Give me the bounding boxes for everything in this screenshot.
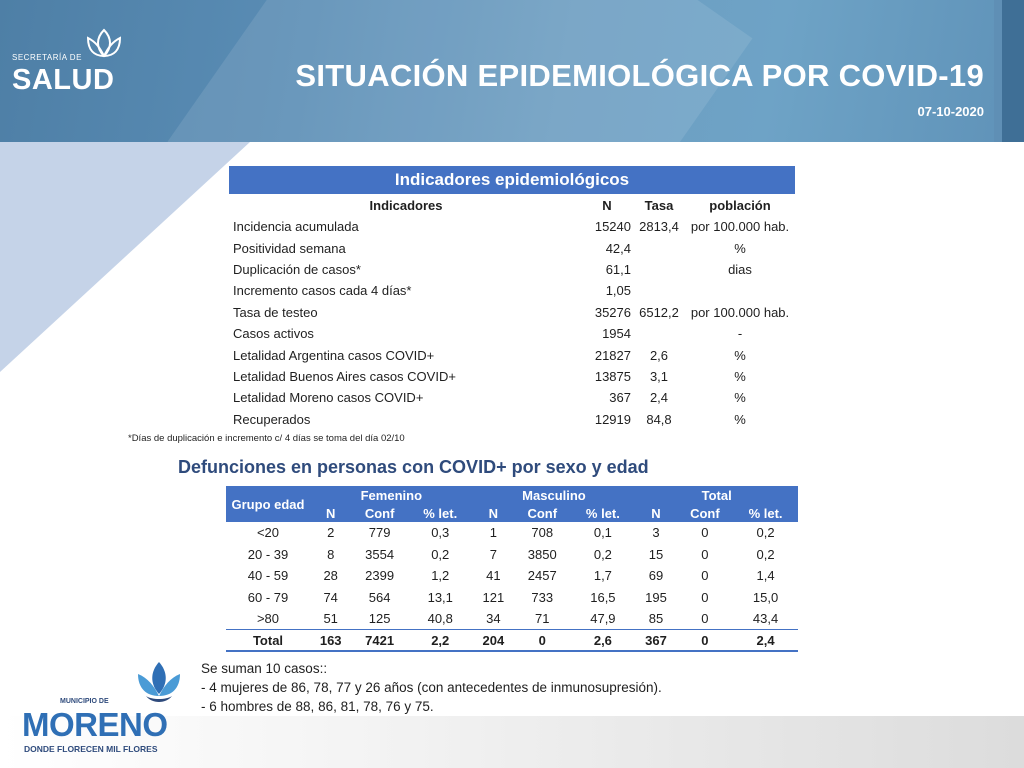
indicator-n: 367: [609, 390, 631, 406]
moreno-logo-slogan: DONDE FLORECEN MIL FLORES: [24, 744, 158, 754]
deaths-row: [226, 587, 798, 609]
indicator-row: [229, 344, 795, 365]
report-date: 07-10-2020: [917, 104, 984, 119]
cell-fem-n: 163: [310, 630, 351, 652]
indicator-poblacion: -: [737, 326, 743, 342]
cell-total-n: 3: [652, 525, 660, 541]
indicator-row: [229, 366, 795, 387]
cell-fem-let: 1,2: [431, 568, 450, 584]
deaths-row: [226, 522, 798, 544]
indicator-tasa: [633, 237, 685, 258]
cell-masc-let: 47,9: [590, 611, 616, 626]
cell-fem-conf: 3554: [365, 546, 395, 562]
cell-total-let: 15,0: [752, 589, 779, 605]
indicator-poblacion: por 100.000 hab.: [690, 219, 790, 235]
cell-masc-let: 1,7: [593, 568, 612, 584]
col-header-poblacion: población: [709, 197, 771, 213]
cell-fem-conf: 2399: [365, 568, 395, 584]
indicator-n: 1,05: [605, 283, 631, 299]
age-group-cell: Total: [226, 630, 310, 652]
indicator-poblacion: %: [734, 411, 746, 427]
indicator-poblacion: dias: [728, 261, 752, 277]
flower-icon: [134, 660, 184, 706]
col-header-grupo-edad: Grupo edad: [226, 486, 310, 522]
cell-total-n: 195: [645, 589, 667, 605]
sub-header-masc-conf: Conf: [514, 504, 570, 522]
cell-total-n: 85: [648, 611, 664, 626]
indicators-body: [229, 216, 795, 430]
indicator-row: [229, 237, 795, 258]
deaths-row: [226, 544, 798, 566]
cell-total-n: 15: [648, 546, 664, 562]
cell-masc-n: 121: [482, 589, 505, 605]
cell-total-let: 0,2: [756, 546, 775, 562]
indicator-name: Letalidad Buenos Aires casos COVID+: [233, 368, 456, 384]
indicator-name: Tasa de testeo: [233, 304, 318, 320]
indicator-n: 42,4: [605, 240, 631, 256]
indicators-title: Indicadores epidemiológicos: [229, 166, 795, 194]
indicator-poblacion: por 100.000 hab.: [690, 304, 790, 320]
cell-fem-n: 2: [327, 525, 335, 541]
sub-header-fem-conf: Conf: [351, 504, 407, 522]
salud-logo: [12, 26, 132, 96]
cell-total-conf: 0: [701, 525, 709, 541]
cell-masc-let: 2,6: [571, 630, 636, 652]
indicator-tasa: [633, 323, 685, 344]
indicator-row: [229, 216, 795, 237]
cell-fem-n: 28: [323, 568, 338, 584]
indicator-n: 13875: [594, 368, 631, 384]
cell-fem-let: 40,8: [427, 611, 453, 626]
sub-header-total-n: N: [635, 504, 676, 522]
indicator-n: 35276: [594, 304, 631, 320]
indicator-tasa: [633, 259, 685, 280]
decorative-triangle: [0, 142, 250, 372]
cell-total-conf: 0: [701, 568, 709, 584]
cell-masc-conf: 71: [535, 611, 550, 626]
cell-fem-n: 74: [323, 589, 338, 605]
indicator-poblacion: %: [734, 347, 746, 363]
indicators-footnote: *Días de duplicación e incremento c/ 4 días se toma del día 02/10: [128, 433, 405, 444]
cell-total-let: 0,2: [756, 525, 775, 541]
indicator-poblacion: %: [734, 390, 746, 406]
indicator-n: 61,1: [605, 261, 631, 277]
cell-total-let: 2,4: [733, 630, 798, 652]
col-header-masculino: Masculino: [473, 486, 636, 504]
col-header-n: N: [602, 197, 612, 213]
cell-masc-n: 34: [486, 611, 501, 626]
cell-masc-n: 7: [489, 546, 497, 562]
deaths-row: [226, 565, 798, 587]
indicator-name: Casos activos: [233, 326, 314, 342]
cell-fem-conf: 125: [368, 611, 391, 626]
indicator-row: [229, 280, 795, 301]
age-group-cell: 20 - 39: [247, 546, 289, 562]
cell-fem-let: 13,1: [427, 589, 453, 605]
cell-masc-conf: 708: [531, 525, 554, 541]
indicator-n: 15240: [594, 219, 631, 235]
cell-masc-let: 0,2: [593, 546, 612, 562]
indicators-table: [229, 194, 795, 430]
cell-masc-n: 204: [473, 630, 514, 652]
note-line-2: - 4 mujeres de 86, 78, 77 y 26 años (con antecedentes de inmunosupresión).: [201, 680, 662, 695]
cell-fem-let: 0,3: [431, 525, 450, 541]
indicator-name: Incremento casos cada 4 días*: [233, 283, 412, 299]
cell-fem-conf: 564: [368, 589, 391, 605]
col-header-tasa: Tasa: [644, 197, 674, 213]
indicator-row: [229, 323, 795, 344]
cell-fem-conf: 7421: [351, 630, 407, 652]
col-header-femenino: Femenino: [310, 486, 473, 504]
cell-masc-n: 41: [486, 568, 501, 584]
indicator-n: 21827: [594, 347, 631, 363]
indicator-tasa: [633, 280, 685, 301]
indicator-poblacion: %: [734, 240, 746, 256]
indicator-name: Letalidad Argentina casos COVID+: [233, 347, 435, 363]
moreno-logo-municipio: MUNICIPIO DE: [60, 698, 109, 705]
cell-total-conf: 0: [701, 546, 709, 562]
salud-logo-small-text: SECRETARÍA DE: [12, 53, 82, 62]
indicator-poblacion: %: [734, 368, 746, 384]
indicator-tasa: 2,6: [649, 347, 669, 363]
deaths-notes: [201, 659, 662, 716]
cell-total-conf: 0: [677, 630, 733, 652]
cell-masc-let: 16,5: [590, 589, 616, 605]
cell-masc-let: 0,1: [593, 525, 612, 541]
indicator-name: Recuperados: [233, 411, 311, 427]
sub-header-total-conf: Conf: [677, 504, 733, 522]
indicator-name: Incidencia acumulada: [233, 219, 359, 235]
indicator-tasa: 2,4: [649, 390, 669, 406]
note-line-1: Se suman 10 casos::: [201, 661, 328, 676]
age-group-cell: >80: [256, 611, 280, 626]
cell-total-let: 1,4: [756, 568, 775, 584]
indicator-row: [229, 387, 795, 408]
sub-header-total-let: % let.: [733, 504, 798, 522]
cell-fem-conf: 779: [368, 525, 391, 541]
indicator-n: 1954: [602, 326, 631, 342]
deaths-sub-header-row: [226, 504, 798, 522]
deaths-body: [226, 522, 798, 651]
deaths-table: [226, 486, 798, 652]
indicator-name: Letalidad Moreno casos COVID+: [233, 390, 424, 406]
cell-fem-n: 8: [327, 546, 335, 562]
deaths-total-row: [226, 630, 798, 652]
sub-header-fem-n: N: [310, 504, 351, 522]
header-band: [0, 0, 1024, 142]
cell-fem-let: 2,2: [408, 630, 473, 652]
moreno-logo-name: MORENO: [22, 706, 168, 743]
moreno-logo: [22, 660, 182, 760]
indicator-row: [229, 302, 795, 323]
page-title: SITUACIÓN EPIDEMIOLÓGICA POR COVID-19: [295, 58, 984, 93]
cell-total-conf: 0: [701, 611, 709, 626]
indicators-header-row: [229, 194, 795, 216]
cell-total-conf: 0: [701, 589, 709, 605]
col-header-indicadores: Indicadores: [369, 197, 443, 213]
age-group-cell: 60 - 79: [247, 589, 289, 605]
sub-header-masc-n: N: [473, 504, 514, 522]
col-header-total: Total: [635, 486, 798, 504]
indicator-name: Duplicación de casos*: [233, 261, 361, 277]
indicator-tasa: 2813,4: [639, 219, 679, 235]
indicator-tasa: 84,8: [646, 411, 672, 427]
sub-header-masc-let: % let.: [571, 504, 636, 522]
indicator-poblacion: [685, 280, 795, 301]
indicator-name: Positividad semana: [233, 240, 346, 256]
indicator-tasa: 3,1: [649, 368, 669, 384]
cell-masc-n: 1: [489, 525, 497, 541]
age-group-cell: <20: [256, 525, 280, 541]
header-stripe-light: [994, 0, 1002, 142]
indicator-row: [229, 259, 795, 280]
note-line-3: - 6 hombres de 88, 86, 81, 78, 76 y 75.: [201, 699, 434, 714]
cell-masc-conf: 2457: [527, 568, 557, 584]
deaths-title: Defunciones en personas con COVID+ por sexo y edad: [178, 457, 649, 477]
cell-masc-conf: 3850: [527, 546, 557, 562]
cell-fem-let: 0,2: [431, 546, 450, 562]
header-stripe-dark: [1002, 0, 1024, 142]
cell-masc-conf: 0: [514, 630, 570, 652]
deaths-row: [226, 608, 798, 630]
indicator-n: 12919: [594, 411, 631, 427]
lotus-icon: [82, 26, 126, 66]
indicator-tasa: 6512,2: [639, 304, 679, 320]
cell-total-n: 69: [648, 568, 664, 584]
cell-total-n: 367: [635, 630, 676, 652]
indicators-panel: [229, 166, 795, 430]
cell-total-let: 43,4: [752, 611, 779, 626]
deaths-sex-header-row: [226, 486, 798, 504]
salud-logo-big-text: SALUD: [12, 64, 115, 96]
indicator-row: [229, 409, 795, 430]
sub-header-fem-let: % let.: [408, 504, 473, 522]
cell-masc-conf: 733: [531, 589, 554, 605]
age-group-cell: 40 - 59: [247, 568, 289, 584]
cell-fem-n: 51: [323, 611, 338, 626]
